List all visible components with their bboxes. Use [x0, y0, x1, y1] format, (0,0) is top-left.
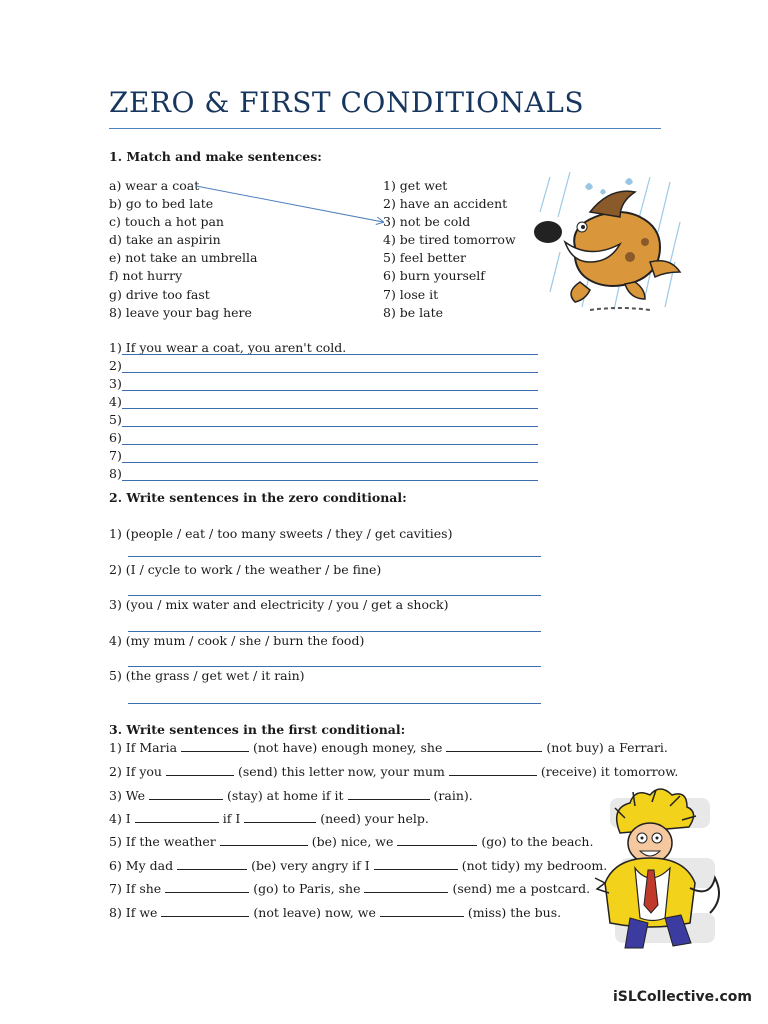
answer-line-label: 8): [109, 466, 122, 481]
answer-line[interactable]: [128, 666, 541, 667]
section3-heading: 3. Write sentences in the first conditional:: [109, 722, 406, 737]
gap-blank[interactable]: [364, 881, 448, 893]
gap-blank[interactable]: [166, 764, 234, 776]
first-conditional-item: 8) If we (not leave) now, we (miss) the bus.: [109, 905, 562, 920]
gap-blank[interactable]: [374, 858, 458, 870]
gap-blank[interactable]: [220, 834, 308, 846]
gap-blank[interactable]: [149, 788, 223, 800]
match-left-item: f) not hurry: [109, 268, 183, 283]
answer-line[interactable]: [128, 631, 541, 632]
match-left-item: g) drive too fast: [109, 287, 210, 302]
answer-line[interactable]: [122, 462, 538, 463]
gap-blank[interactable]: [449, 764, 537, 776]
gap-blank[interactable]: [135, 811, 219, 823]
answer-line-label: 1) If you wear a coat, you aren't cold.: [109, 340, 347, 355]
match-left-item: b) go to bed late: [109, 196, 214, 211]
match-right-item: 6) burn yourself: [383, 268, 485, 283]
answer-line-label: 4): [109, 394, 122, 409]
section1-heading: 1. Match and make sentences:: [109, 149, 322, 164]
page-title: ZERO & FIRST CONDITIONALS: [109, 86, 585, 119]
answer-line-label: 2): [109, 358, 122, 373]
answer-line[interactable]: [128, 703, 541, 704]
answer-line[interactable]: [122, 426, 538, 427]
gap-blank[interactable]: [161, 905, 249, 917]
answer-line[interactable]: [122, 480, 538, 481]
zero-conditional-prompt: 3) (you / mix water and electricity / you / get a shock): [109, 597, 449, 612]
gap-blank[interactable]: [181, 740, 249, 752]
answer-line[interactable]: [122, 372, 538, 373]
answer-line[interactable]: [122, 354, 538, 355]
first-conditional-item: 2) If you (send) this letter now, your mum (receive) it tomorrow.: [109, 764, 679, 779]
answer-line[interactable]: [122, 444, 538, 445]
first-conditional-item: 7) If she (go) to Paris, she (send) me a postcard.: [109, 881, 591, 896]
match-left-item: d) take an aspirin: [109, 232, 221, 247]
match-right-item: 8) be late: [383, 305, 444, 320]
first-conditional-item: 1) If Maria (not have) enough money, she (not buy) a Ferrari.: [109, 740, 668, 755]
electrified-man-illustration: [590, 788, 725, 953]
match-right-item: 5) feel better: [383, 250, 467, 265]
zero-conditional-prompt: 2) (I / cycle to work / the weather / be fine): [109, 562, 382, 577]
first-conditional-item: 4) I if I (need) your help.: [109, 811, 429, 826]
gap-blank[interactable]: [177, 858, 247, 870]
answer-line[interactable]: [128, 556, 541, 557]
first-conditional-item: 5) If the weather (be) nice, we (go) to the beach.: [109, 834, 594, 849]
first-conditional-item: 6) My dad (be) very angry if I (not tidy) my bedroom.: [109, 858, 608, 873]
gap-blank[interactable]: [165, 881, 249, 893]
gap-blank[interactable]: [397, 834, 477, 846]
rainy-dog-illustration: [530, 172, 690, 312]
first-conditional-item: 3) We (stay) at home if it (rain).: [109, 788, 473, 803]
match-left-item: 8) leave your bag here: [109, 305, 252, 320]
match-right-item: 1) get wet: [383, 178, 448, 193]
gap-blank[interactable]: [244, 811, 316, 823]
site-watermark: iSLCollective.com: [612, 989, 752, 1005]
gap-blank[interactable]: [446, 740, 542, 752]
zero-conditional-prompt: 1) (people / eat / too many sweets / they / get cavities): [109, 526, 453, 541]
gap-blank[interactable]: [348, 788, 430, 800]
answer-line[interactable]: [128, 595, 541, 596]
zero-conditional-prompt: 5) (the grass / get wet / it rain): [109, 668, 305, 683]
answer-line-label: 7): [109, 448, 122, 463]
answer-line[interactable]: [122, 390, 538, 391]
zero-conditional-prompt: 4) (my mum / cook / she / burn the food): [109, 633, 365, 648]
gap-blank[interactable]: [380, 905, 464, 917]
answer-line-label: 6): [109, 430, 122, 445]
match-right-item: 4) be tired tomorrow: [383, 232, 516, 247]
answer-line-label: 3): [109, 376, 122, 391]
match-left-item: c) touch a hot pan: [109, 214, 224, 229]
match-left-item: e) not take an umbrella: [109, 250, 258, 265]
match-left-item: a) wear a coat: [109, 178, 200, 193]
answer-line-label: 5): [109, 412, 122, 427]
section2-heading: 2. Write sentences in the zero conditional:: [109, 490, 407, 505]
match-right-item: 2) have an accident: [383, 196, 508, 211]
match-right-item: 7) lose it: [383, 287, 439, 302]
answer-line[interactable]: [122, 408, 538, 409]
match-right-item: 3) not be cold: [383, 214, 471, 229]
